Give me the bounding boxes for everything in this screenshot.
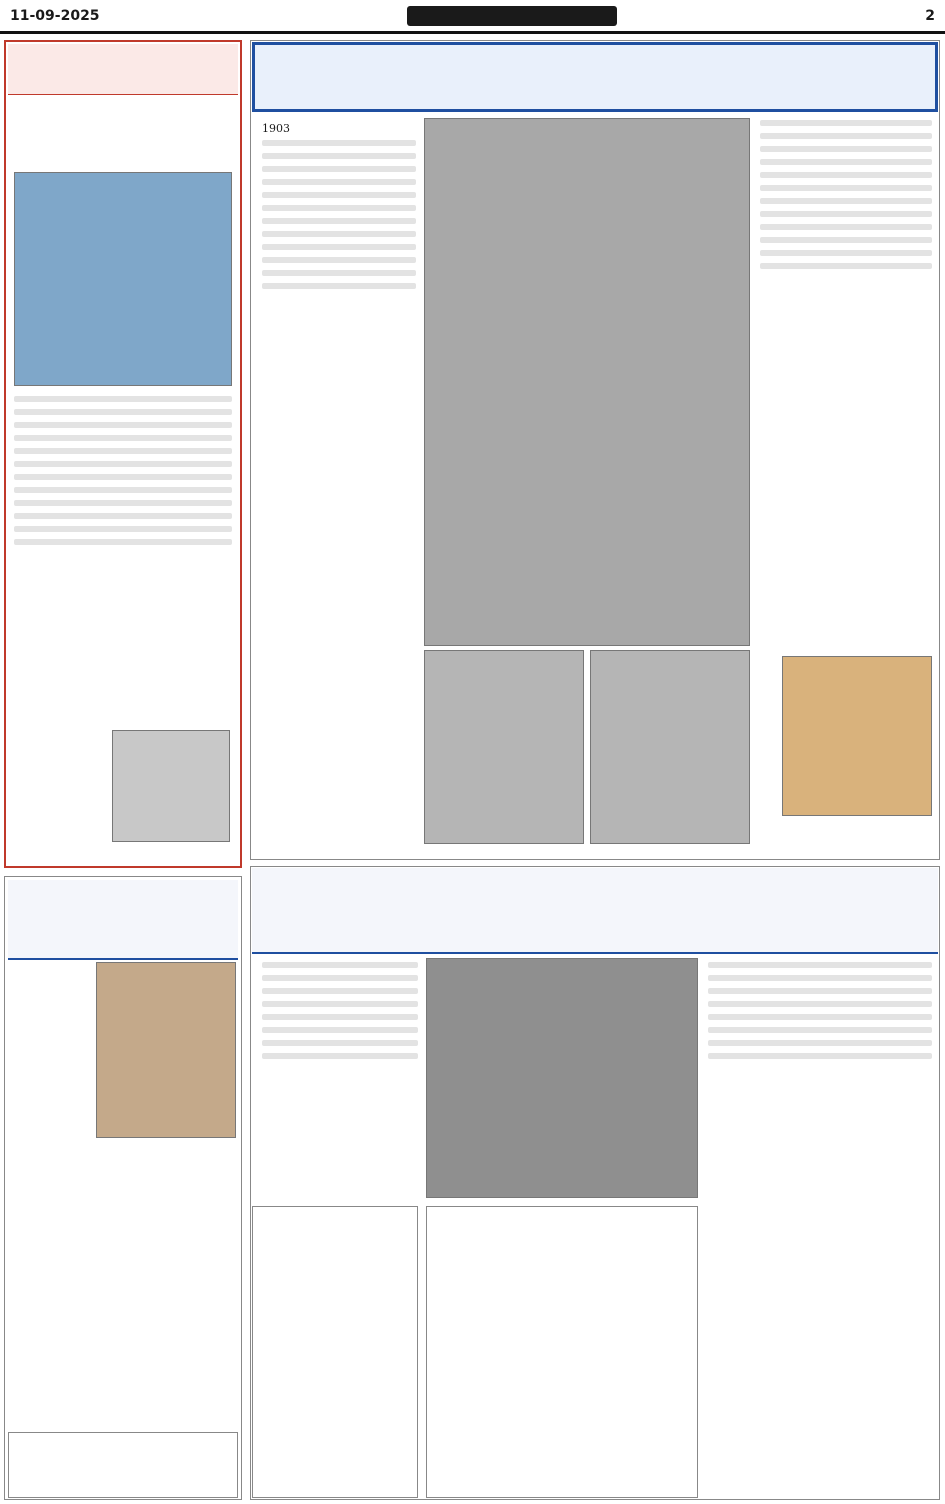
page-number: 2 <box>925 7 935 24</box>
gita-column-header <box>8 44 238 95</box>
case-filed-story <box>8 1432 238 1498</box>
award-story-headline <box>8 880 238 960</box>
rally-crowd-photo <box>426 958 698 1198</box>
politics-story-col-1 <box>262 962 418 1066</box>
columnist-photo <box>112 730 230 842</box>
pierre-curie-photo <box>590 650 750 844</box>
curie-couple-photo <box>424 118 750 646</box>
main-article-col-1 <box>262 140 416 296</box>
award-recipient-photo <box>96 962 236 1138</box>
main-article-year: 1903 <box>262 122 290 135</box>
job-notice-box <box>252 1206 418 1498</box>
masthead <box>0 0 945 34</box>
marie-curie-photo <box>424 650 584 844</box>
main-article-headline <box>252 42 938 112</box>
krishna-arjuna-image <box>14 172 232 386</box>
main-article-col-3 <box>760 120 932 276</box>
politics-story-col-3 <box>708 962 932 1066</box>
author-photo <box>782 656 932 816</box>
politics-story-headline <box>252 868 938 954</box>
newspaper-logo <box>407 6 617 26</box>
pilgrimage-story-box <box>426 1206 698 1498</box>
gita-column-text <box>14 396 232 552</box>
issue-date: 11-09-2025 <box>10 7 100 24</box>
